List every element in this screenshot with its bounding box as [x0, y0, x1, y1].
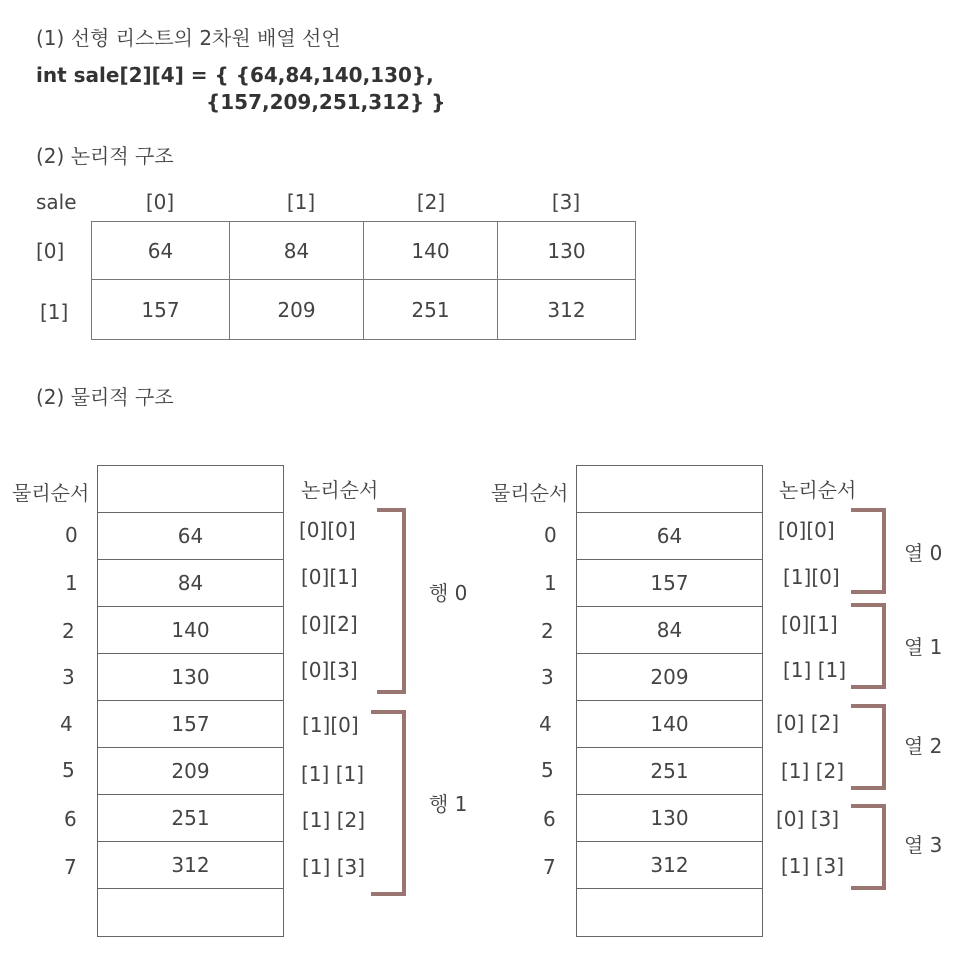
memory-cell: 140 — [98, 607, 283, 654]
physical-order-label-left: 물리순서 — [12, 481, 90, 505]
physical-index: 2 — [541, 619, 554, 643]
row-0-label: 행 0 — [429, 581, 468, 605]
table-cell: 209 — [230, 280, 364, 340]
memory-cell: 130 — [577, 795, 762, 842]
table-cell: 140 — [364, 222, 498, 280]
memory-cell: 64 — [98, 513, 283, 560]
section3-title: (2) 물리적 구조 — [36, 385, 174, 409]
physical-index: 4 — [539, 712, 552, 736]
memory-cell-empty — [577, 466, 762, 513]
table-cell: 84 — [230, 222, 364, 280]
memory-cell: 251 — [98, 795, 283, 842]
col-header-1: [1] — [286, 190, 316, 214]
logical-index: [1] [3] — [302, 855, 366, 879]
array-name-label: sale — [36, 190, 77, 214]
logical-index: [0][2] — [301, 612, 358, 636]
memory-cell-empty — [98, 466, 283, 513]
physical-index: 7 — [64, 855, 77, 879]
logical-index: [0][0] — [299, 518, 356, 542]
physical-index: 3 — [541, 665, 554, 689]
physical-order-label-right: 물리순서 — [491, 481, 569, 505]
physical-index: 5 — [541, 758, 554, 782]
table-row — [92, 280, 636, 340]
code-line-2: {157,209,251,312} } — [206, 90, 446, 114]
col-2-bracket — [851, 704, 886, 790]
memory-block-col-major — [576, 465, 763, 937]
section1-title: (1) 선형 리스트의 2차원 배열 선언 — [36, 26, 341, 50]
memory-cell: 140 — [577, 701, 762, 748]
logical-index: [0][1] — [301, 565, 358, 589]
physical-index: 1 — [544, 571, 557, 595]
physical-index: 5 — [62, 758, 75, 782]
physical-index: 7 — [543, 855, 556, 879]
row-header-1: [1] — [40, 300, 69, 324]
logical-index: [0][0] — [778, 518, 835, 542]
logical-index: [1] [2] — [302, 808, 366, 832]
memory-cell: 209 — [98, 748, 283, 795]
memory-cell: 84 — [577, 607, 762, 654]
logical-index: [0][1] — [781, 612, 838, 636]
memory-cell: 64 — [577, 513, 762, 560]
memory-cell: 84 — [98, 560, 283, 607]
physical-index: 6 — [543, 807, 556, 831]
physical-index: 0 — [65, 523, 78, 547]
logical-index: [1] [3] — [781, 854, 845, 878]
col-0-label: 열 0 — [904, 541, 943, 565]
memory-block-row-major — [97, 465, 284, 937]
row-header-0: [0] — [36, 239, 65, 263]
col-1-bracket — [851, 603, 886, 689]
logical-index: [0] [2] — [776, 711, 840, 735]
memory-cell: 157 — [98, 701, 283, 748]
memory-cell: 130 — [98, 654, 283, 701]
physical-index: 2 — [62, 619, 75, 643]
logical-structure-table — [91, 221, 636, 340]
row-0-bracket — [377, 508, 406, 694]
col-3-label: 열 3 — [904, 833, 943, 857]
physical-index: 1 — [65, 571, 78, 595]
physical-index: 3 — [62, 665, 75, 689]
col-header-2: [2] — [416, 190, 446, 214]
code-line-1: int sale[2][4] = { {64,84,140,130}, — [36, 63, 434, 87]
memory-cell: 312 — [98, 842, 283, 889]
logical-index: [1][0] — [783, 565, 840, 589]
memory-cell: 312 — [577, 842, 762, 889]
physical-index: 0 — [544, 523, 557, 547]
logical-order-label-right: 논리순서 — [779, 478, 857, 502]
logical-index: [1] [1] — [783, 658, 847, 682]
table-cell: 157 — [92, 280, 230, 340]
physical-index: 6 — [64, 807, 77, 831]
logical-index: [1] [2] — [781, 759, 845, 783]
memory-cell: 251 — [577, 748, 762, 795]
logical-index: [1][0] — [302, 713, 359, 737]
physical-index: 4 — [60, 712, 73, 736]
col-2-label: 열 2 — [904, 734, 943, 758]
logical-index: [0][3] — [301, 658, 358, 682]
table-cell: 64 — [92, 222, 230, 280]
logical-index: [0] [3] — [776, 807, 840, 831]
memory-cell: 209 — [577, 654, 762, 701]
memory-cell-empty — [577, 889, 762, 936]
table-cell: 130 — [498, 222, 636, 280]
col-0-bracket — [851, 508, 886, 594]
logical-order-label-left: 논리순서 — [301, 478, 379, 502]
col-header-0: [0] — [145, 190, 175, 214]
logical-index: [1] [1] — [301, 762, 365, 786]
col-header-3: [3] — [551, 190, 581, 214]
table-row — [92, 222, 636, 280]
memory-cell: 157 — [577, 560, 762, 607]
row-1-label: 행 1 — [429, 792, 468, 816]
col-1-label: 열 1 — [904, 635, 943, 659]
table-cell: 251 — [364, 280, 498, 340]
memory-cell-empty — [98, 889, 283, 936]
section2-title: (2) 논리적 구조 — [36, 144, 174, 168]
col-3-bracket — [851, 804, 886, 890]
table-cell: 312 — [498, 280, 636, 340]
row-1-bracket — [371, 710, 406, 896]
